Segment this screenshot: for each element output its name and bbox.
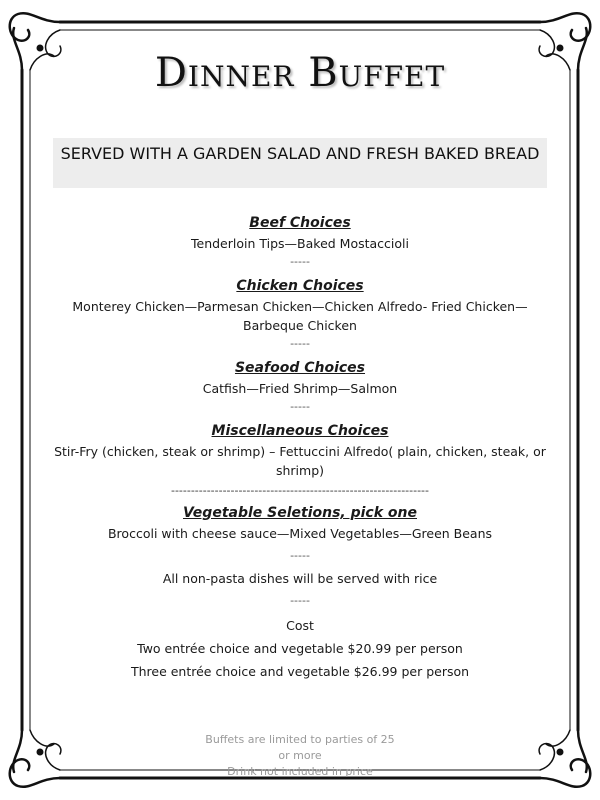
cost-label: Cost — [286, 618, 314, 633]
page-title: Dinner Buffet — [154, 50, 446, 96]
rice-note: All non-pasta dishes will be served with rice — [162, 571, 438, 586]
separator: ----- — [290, 400, 310, 413]
vegetable-heading: Vegetable Seletions, pick one — [182, 505, 417, 521]
vegetable-items: Broccoli with cheese sauce—Mixed Vegetables—Green Beans — [107, 526, 493, 541]
separator: ----- — [290, 549, 310, 562]
beef-heading: Beef Choices — [249, 215, 351, 231]
seafood-items: Catfish—Fried Shrimp—Salmon — [202, 381, 398, 396]
long-separator: ----------------------------------------------------------------- — [170, 484, 429, 497]
misc-heading: Miscellaneous Choices — [211, 423, 389, 439]
footer-note — [200, 732, 400, 780]
separator: ----- — [290, 337, 310, 350]
separator: ----- — [290, 594, 310, 607]
cost-three-entree: Three entrée choice and vegetable $26.99 per person — [130, 664, 470, 679]
footer-line-2: Drink not included in price — [227, 765, 373, 778]
chicken-heading: Chicken Choices — [236, 278, 364, 294]
separator: ----- — [290, 255, 310, 268]
menu-content — [40, 212, 560, 681]
chicken-items: Monterey Chicken—Parmesan Chicken—Chicken Alfredo- Fried Chicken—Barbeque Chicken — [72, 299, 528, 333]
seafood-heading: Seafood Choices — [234, 360, 366, 376]
beef-items: Tenderloin Tips—Baked Mostaccioli — [191, 236, 409, 251]
misc-items: Stir-Fry (chicken, steak or shrimp) – Fettuccini Alfredo( plain, chicken, steak, or shrimp) — [54, 444, 546, 478]
subtitle-banner: SERVED WITH A GARDEN SALAD AND FRESH BAKED BREAD — [53, 138, 547, 188]
cost-two-entree: Two entrée choice and vegetable $20.99 per person — [137, 641, 463, 656]
footer-line-1: Buffets are limited to parties of 25 or more — [205, 733, 395, 762]
